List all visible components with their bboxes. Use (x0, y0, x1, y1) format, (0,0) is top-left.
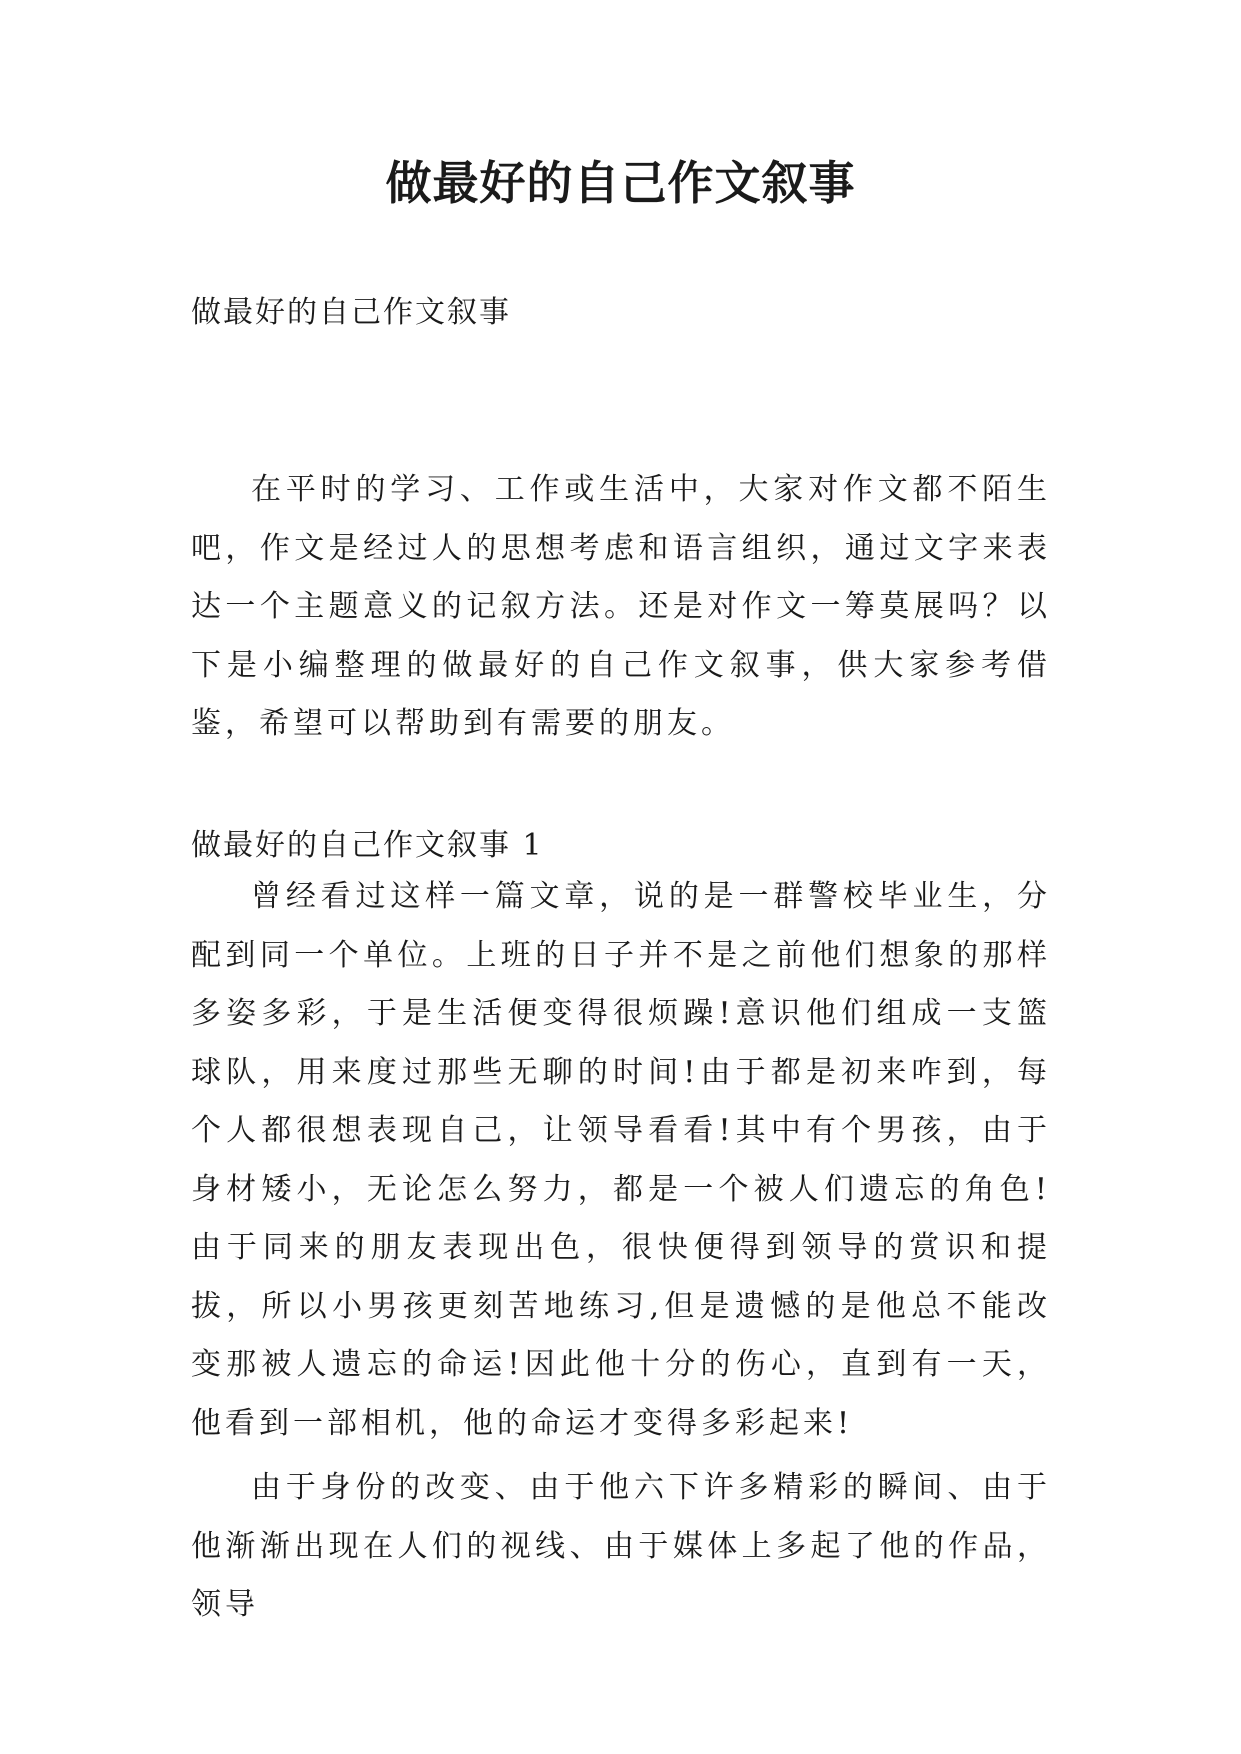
section-heading: 做最好的自己作文叙事 1 (191, 828, 544, 863)
body-paragraph: 由于身份的改变、由于他六下许多精彩的瞬间、由于他渐渐出现在人们的视线、由于媒体上多起了他的作品，领导 (191, 1470, 1051, 1622)
intro-paragraph: 在平时的学习、工作或生活中，大家对作文都不陌生吧，作文是经过人的思想考虑和语言组织，通过文字来表达一个主题意义的记叙方法。还是对作文一筹莫展吗？以下是小编整理的做最好的自己作文叙事，供大家参考借鉴，希望可以帮助到有需要的朋友。 (191, 472, 1051, 741)
document-title: 做最好的自己作文叙事 (385, 156, 856, 210)
document-subtitle: 做最好的自己作文叙事 (191, 295, 511, 330)
body-paragraph: 曾经看过这样一篇文章，说的是一群警校毕业生，分配到同一个单位。上班的日子并不是之前他们想象的那样多姿多彩，于是生活便变得很烦躁!意识他们组成一支篮球队，用来度过那些无聊的时间!由于都是初来咋到，每个人都很想表现自己，让领导看看!其中有个男孩，由于身材矮小，无论怎么努力，都是一个被人们遗忘的角色!由于同来的朋友表现出色，很快便得到领导的赏识和提拔，所以小男孩更刻苦地练习,但是遗憾的是他总不能改变那被人遗忘的命运!因此他十分的伤心，直到有一天，他看到一部相机，他的命运才变得多彩起来! (191, 879, 1051, 1441)
